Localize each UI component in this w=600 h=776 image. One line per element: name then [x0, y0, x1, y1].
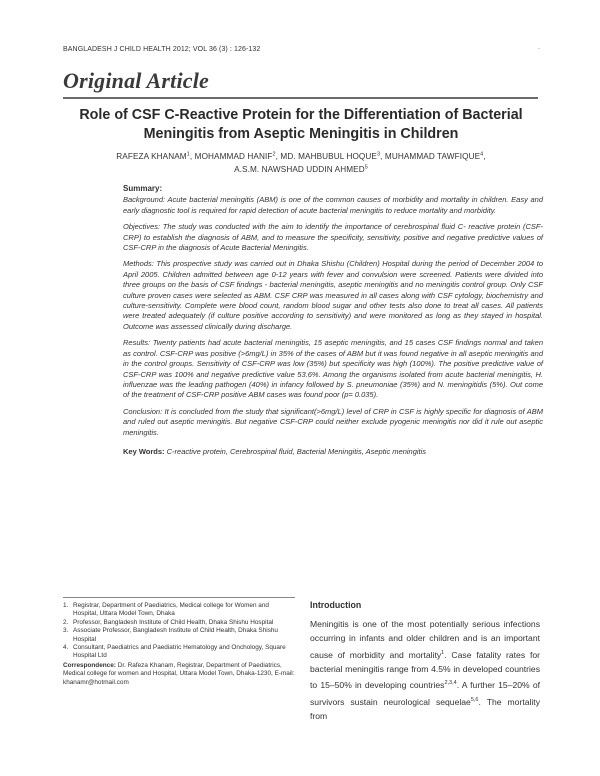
- author: MUHAMMAD TAWFIQUE$^4$,: [384, 151, 486, 161]
- introduction-text: Meningitis is one of the most potentially serious infections occurring in infants and older children and is an important cause of morbidity and mortality$^1$. Case fatality rates for bacterial meningitis range from 4.5% in developed countries to 15–50% in developing countries$^{2,3,4}$. A further 15–20% of survivors sustain neurological sequelae$^{5,6}$. The mortality from: [310, 618, 541, 722]
- author-list: [58, 149, 544, 175]
- summary-heading: Summary:: [123, 184, 163, 193]
- abstract-results: Results: Twenty patients had acute bacterial meningitis, 15 aseptic meningitis, and 15 cases CSF findings normal and taken as control. CSF-CRP was positive (>6mg/L) in 35% of the cases of ABM but it was found negative in all aseptic meningitis and in the control groups. Sensitivity of CSF-CRP was low (35%) but specificity was high (100%). The positive predictive value of CSF-CRP was 100% and negative predictive value 53.6%. Among the organisms isolated from acute bacterial meningitis, H. influenzae was the leading pathogen (40%) in infancy followed by S. pneumoniae (35%) and N. meningitidis (5%). Out come of the treatment of CSF-CRP positive ABM cases was found poor (p= 0.035).: [123, 338, 543, 400]
- abstract-conclusion: Conclusion: It is concluded from the study that significant(>6mg/L) level of CRP in CSF is highly specific for diagnosis of ABM and ruled out aseptic meningitis. But negative CSF-CRP could neither exclude pyogenic meningitis nor did it rule out aseptic meningitis.: [123, 406, 543, 437]
- affiliation-note: 1. Registrar, Department of Paediatrics, Medical college for Women and Hospital, Uttara Model Town, Dhaka: [63, 602, 269, 618]
- author: MD. MAHBUBUL HOQUE$^3$,: [280, 151, 385, 161]
- introduction-section: [310, 598, 540, 724]
- author: RAFEZA KHANAM$^1$,: [116, 151, 195, 161]
- footnotes: [63, 602, 295, 687]
- abstract: [123, 184, 543, 457]
- correspondence-note: Correspondence: Dr. Rafeza Khanam, Registrar, Department of Paediatrics, Medical college for women and Hospital, Uttara Model Town, Dhaka-1230, E-mail: khanamr@hotmail.com: [63, 661, 295, 686]
- header-rule: [63, 97, 538, 99]
- author: MOHAMMAD HANIF$^2$,: [194, 151, 281, 161]
- affiliation-note: 2. Professor, Bangladesh Institute of Child Health, Dhaka Shishu Hospital: [63, 618, 274, 626]
- corner-mark: .: [538, 44, 540, 51]
- introduction-heading: Introduction: [310, 600, 362, 610]
- keywords-label: Key Words:: [123, 446, 165, 456]
- article-title: Role of CSF C-Reactive Protein for the Differentiation of Bacterial Meningitis from Aseptic Meningitis in Children: [79, 107, 523, 142]
- abstract-objectives: Objectives: The study was conducted with the aim to identify the importance of cerebrospinal fluid C- reactive protein (CSF-CRP) to establish the diagnosis of ABM, and to measure the specificity, sensitivity, positive and negative predictive values of CSF-CRP in the diagnosis of Acute Bacterial Meningitis.: [123, 222, 543, 253]
- affiliation-note: 3. Associate Professor, Bangladesh Institute of Child Health, Dhaka Shishu Hospital: [63, 627, 278, 643]
- keywords-list: C-reactive protein, Cerebrospinal fluid, Bacterial Meningitis, Aseptic meningitis: [166, 446, 427, 456]
- section-label: Original Article: [63, 68, 210, 93]
- abstract-methods: Methods: This prospective study was carried out in Dhaka Shishu (Children) Hospital during the period of December 2004 to April 2005. Children admitted between age 0-12 years with fever and convulsion were screened. Patients were divided into three groups on the basis of CSF findings - bacterial meningitis, aseptic meningitis and no meningitis control group. Only CSF culture proven cases were selected as ABM. CSF CRP was measured in all cases along with CSF cytology, biochemistry and culture-sensitivity. Complete were blood count, random blood sugar and other tests also done to treat all cases. All patients were treated adequately (if culture positive according to sensitivity) and were monitored as long as they stayed in hospital. Outcome was assessed clinically during discharge.: [123, 259, 543, 331]
- affiliation-note: 4. Consultant, Paediatrics and Paediatric Hematology and Onchology, Square Hospital Ltd: [63, 644, 286, 660]
- author: A.S.M. NAWSHAD UDDIN AHMED$^5$: [234, 164, 368, 174]
- abstract-background: Background: Acute bacterial meningitis (ABM) is one of the common causes of morbidity and mortality in children. Easy and early diagnostic tool is required for rapid detection of acute bacterial meningitis to reduce mortality and morbidity.: [123, 195, 543, 215]
- keywords: [123, 447, 543, 457]
- journal-header: BANGLADESH J CHILD HEALTH 2012; VOL 36 (3) : 126-132: [63, 46, 261, 53]
- footnote-rule: [63, 597, 295, 598]
